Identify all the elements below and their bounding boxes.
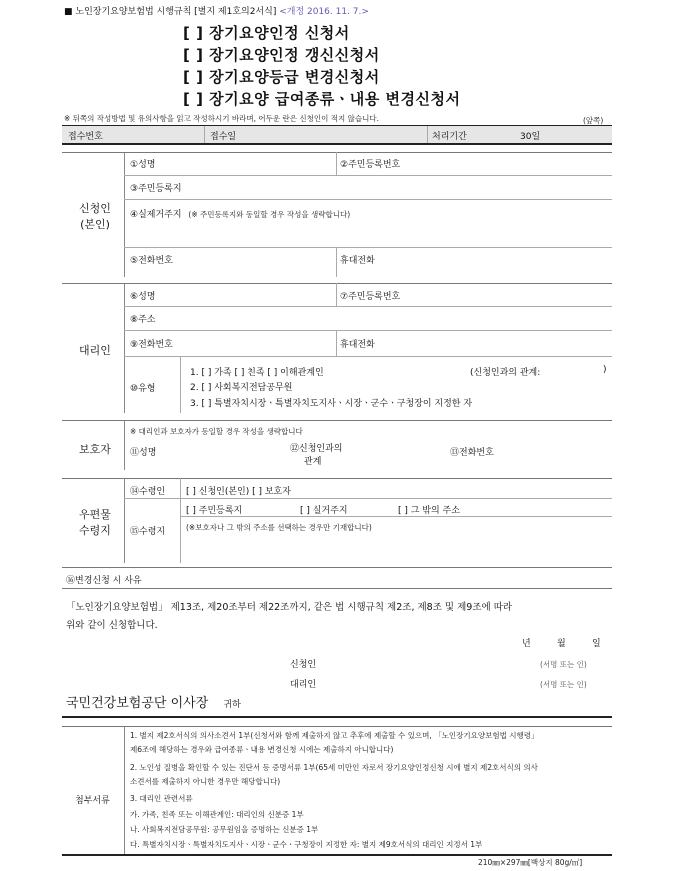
title-grade-change: [ ] 장기요양등급 변경신청서	[183, 68, 380, 86]
change-reason-label[interactable]: ⑯변경신청 시 사유	[66, 576, 142, 586]
attachment-item-3: 3. 대리인 관련서류	[130, 794, 193, 803]
mail-recipient-options[interactable]: [ ] 신청인(본인) [ ] 보호자	[186, 487, 291, 497]
applicant-self-label: (본인)	[80, 218, 110, 231]
guardian-note: ※ 대리인과 보호자가 동일할 경우 작성을 생략합니다	[130, 427, 303, 436]
date-month[interactable]: 월	[557, 639, 566, 649]
guardian-phone-field[interactable]: ⑬전화번호	[450, 448, 494, 458]
signature-applicant-hint[interactable]: (서명 또는 인)	[540, 660, 587, 669]
applicant-actual-address-field[interactable]	[130, 207, 350, 220]
agent-phone-field[interactable]: ⑨전화번호	[130, 340, 173, 350]
mail-section-label	[70, 506, 120, 538]
title-benefit-change: [ ] 장기요양 급여종류ㆍ내용 변경신청서	[183, 90, 461, 108]
applicant-address-field[interactable]: ③주민등록지	[130, 184, 182, 194]
declaration-line-2: 위와 같이 신청합니다.	[66, 620, 158, 631]
mail-place-resident[interactable]: [ ] 주민등록지	[186, 506, 243, 516]
attachment-item-2: 2. 노인성 질병을 확인할 수 있는 진단서 등 증명서류 1부(65세 미만인 자로서 장기요양인정신청 시에 별지 제2호서식의 의사	[130, 763, 538, 772]
form-ref-text: 노인장기요양보험법 시행규칙 [별지 제1호의2서식]	[75, 7, 277, 17]
attachment-item-3-b: 나. 사회복지전담공무원: 공무원임을 증명하는 신분증 1부	[130, 825, 319, 834]
processing-period-value: 30일	[520, 132, 541, 142]
mail-place-note: (※보호자나 그 밖의 주소를 선택하는 경우만 기재합니다)	[186, 523, 372, 532]
agent-type-relation-close: )	[603, 365, 607, 375]
agent-section-label: 대리인	[79, 344, 111, 357]
agent-rrn-field[interactable]: ⑦주민등록번호	[340, 292, 401, 302]
attachment-item-1: 1. 별지 제2호서식의 의사소견서 1부(신청서와 함께 제출하지 않고 추후에 제출할 수 있으며, 「노인장기요양보험법 시행령」	[130, 731, 539, 740]
page-side: (앞쪽)	[583, 116, 604, 125]
square-bullet: ■	[64, 7, 73, 17]
applicant-mobile-field[interactable]: 휴대전화	[340, 256, 375, 266]
attachment-item-2-cont: 소견서를 제출하지 아니한 경우만 해당합니다)	[130, 777, 281, 786]
agent-type-relation: (신청인과의 관계:	[470, 368, 541, 378]
agent-address-field[interactable]: ⑧주소	[130, 315, 156, 325]
agent-type-option-1[interactable]: 1. [ ] 가족 [ ] 친족 [ ] 이해관계인	[190, 368, 324, 378]
applicant-rrn-field[interactable]: ②주민등록번호	[340, 160, 401, 170]
mail-place-label: ⑮수령지	[130, 527, 166, 537]
attachment-item-1-cont: 제6조에 해당하는 경우와 급여종류ㆍ내용 변경신청 시에는 제출하지 아니합니다)	[130, 745, 394, 754]
date-year[interactable]: 년	[522, 639, 531, 649]
applicant-name-field[interactable]: ①성명	[130, 160, 156, 170]
mail-place-other[interactable]: [ ] 그 밖의 주소	[398, 506, 460, 516]
agent-type-label: ⑩유형	[130, 384, 156, 394]
declaration-line-1: 「노인장기요양보험법」 제13조, 제20조부터 제22조까지, 같은 법 시행규칙 제2조, 제8조 및 제9조에 따라	[66, 602, 513, 613]
signature-agent-label: 대리인	[290, 680, 317, 690]
mail-label-1: 우편물	[79, 508, 111, 521]
recipient-honorific: 귀하	[223, 700, 241, 710]
agent-mobile-field[interactable]: 휴대전화	[340, 340, 375, 350]
paper-spec: 210㎜×297㎜[백상지 80g/㎡]	[478, 858, 583, 867]
guardian-relation-label-1: ⑫신청인과의	[290, 444, 343, 454]
attachment-item-3-a: 가. 가족, 친족 또는 이해관계인: 대리인의 신분증 1부	[130, 810, 304, 819]
recipient-name: 국민건강보험공단 이사장	[66, 696, 209, 711]
guardian-relation-label-2: 관계	[304, 457, 322, 467]
mail-label-2: 수령지	[79, 524, 111, 537]
applicant-section-label	[70, 200, 120, 232]
guardian-section-label: 보호자	[79, 443, 111, 456]
title-renewal: [ ] 장기요양인정 갱신신청서	[183, 46, 380, 64]
instruction-note: ※ 뒤쪽의 작성방법 및 유의사항을 읽고 작성하시기 바라며, 어두운 란은 신청인이 적지 않습니다.	[64, 114, 379, 123]
title-application: [ ] 장기요양인정 신청서	[183, 24, 350, 42]
actual-address-note: (※ 주민등록지와 동일할 경우 작성을 생략합니다)	[188, 210, 351, 219]
agent-type-option-3[interactable]: 3. [ ] 특별자치시장ㆍ특별자치도지사ㆍ시장ㆍ군수ㆍ구청장이 지정한 자	[190, 399, 473, 409]
form-reference	[64, 4, 369, 17]
applicant-label: 신청인	[79, 202, 111, 215]
mail-place-actual[interactable]: [ ] 실거주지	[300, 506, 348, 516]
date-day[interactable]: 일	[592, 639, 601, 649]
signature-applicant-label: 신청인	[290, 660, 317, 670]
agent-name-field[interactable]: ⑥성명	[130, 292, 156, 302]
applicant-phone-field[interactable]: ⑤전화번호	[130, 256, 173, 266]
actual-address-label: ④실제거주지	[130, 210, 182, 220]
signature-agent-hint[interactable]: (서명 또는 인)	[540, 680, 587, 689]
guardian-name-field[interactable]: ⑪성명	[130, 448, 157, 458]
attachments-label: 첨부서류	[75, 796, 110, 806]
revision-date: <개정 2016. 11. 7.>	[279, 7, 369, 17]
recipient	[66, 692, 241, 711]
attachment-item-3-c: 다. 특별자치시장ㆍ특별자치도지사ㆍ시장ㆍ군수ㆍ구청장이 지정한 자: 별지 제9호서식의 대리인 지정서 1부	[130, 840, 483, 849]
agent-type-option-2[interactable]: 2. [ ] 사회복지전담공무원	[190, 383, 293, 393]
processing-period-label: 처리기간	[432, 132, 467, 142]
receipt-number-label: 접수번호	[68, 132, 103, 142]
receipt-date-label: 접수일	[210, 132, 237, 142]
mail-recipient-label: ⑭수령인	[130, 487, 166, 497]
guardian-relation-field[interactable]	[290, 441, 342, 467]
